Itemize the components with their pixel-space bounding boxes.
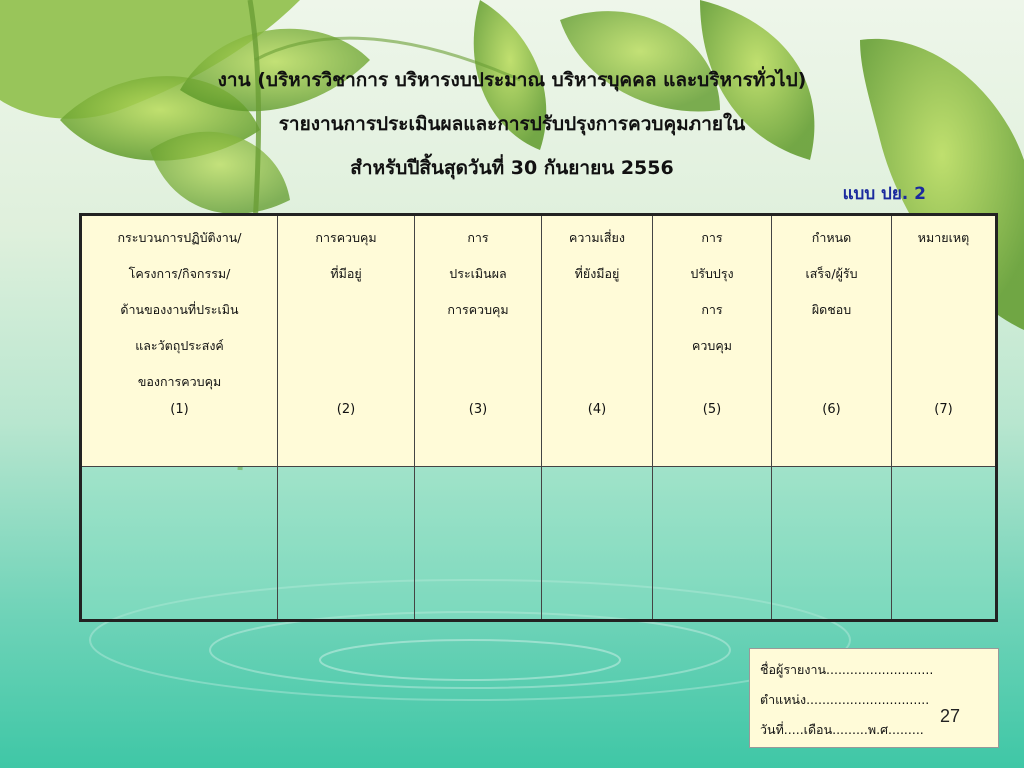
table-cell-7 bbox=[892, 467, 997, 621]
header-cell-6 bbox=[772, 215, 892, 467]
table-header-row bbox=[81, 215, 997, 467]
header-cell-1 bbox=[81, 215, 278, 467]
column-header-5: การ ปรับปรุง การ ควบคุม bbox=[690, 230, 734, 353]
title-line-3: สำหรับปีสิ้นสุดวันที่ 30 กันยายน 2556 bbox=[350, 157, 674, 179]
header-cell-5 bbox=[653, 215, 772, 467]
table-row bbox=[81, 467, 997, 621]
column-header-3: การ ประเมินผล การควบคุม bbox=[447, 230, 509, 317]
header-cell-2 bbox=[278, 215, 415, 467]
header-cell-4 bbox=[542, 215, 653, 467]
report-date-line: วันที่.....เดือน.........พ.ศ......... bbox=[760, 722, 924, 737]
title-line-1: งาน (บริหารวิชาการ บริหารงบประมาณ บริหารบุคคล และบริหารทั่วไป) bbox=[217, 69, 807, 91]
column-header-2: การควบคุม ที่มีอยู่ bbox=[315, 230, 377, 281]
signature-box bbox=[749, 648, 999, 748]
title-line-2: รายงานการประเมินผลและการปรับปรุงการควบคุมภายใน bbox=[278, 113, 746, 135]
column-number-1: (1) bbox=[170, 402, 189, 417]
column-number-2: (2) bbox=[336, 402, 356, 417]
reporter-position-line: ตำแหน่ง............................... bbox=[760, 692, 930, 707]
column-header-6: กำหนด เสร็จ/ผู้รับ ผิดชอบ bbox=[805, 230, 858, 317]
report-title bbox=[0, 58, 1024, 190]
header-cell-7 bbox=[892, 215, 997, 467]
page-number: 27 bbox=[940, 706, 961, 726]
reporter-name-line: ชื่อผู้รายงาน........................... bbox=[760, 662, 934, 677]
column-number-3: (3) bbox=[468, 402, 488, 417]
table-cell-6 bbox=[772, 467, 892, 621]
table-cell-5 bbox=[653, 467, 772, 621]
table-cell-4 bbox=[542, 467, 653, 621]
column-number-4: (4) bbox=[587, 402, 607, 417]
header-cell-3 bbox=[415, 215, 542, 467]
table-cell-2 bbox=[278, 467, 415, 621]
evaluation-table bbox=[79, 213, 998, 622]
column-header-7: หมายเหตุ bbox=[917, 230, 970, 245]
column-number-5: (5) bbox=[702, 402, 722, 417]
column-number-7: (7) bbox=[934, 402, 953, 417]
column-header-4: ความเสี่ยง ที่ยังมีอยู่ bbox=[569, 230, 625, 281]
column-header-1: กระบวนการปฏิบัติงาน/ โครงการ/กิจกรรม/ ด้านของงานที่ประเมิน และวัตถุประสงค์ ของการควบคุม bbox=[117, 230, 242, 389]
table-cell-3 bbox=[415, 467, 542, 621]
form-code: แบบ ปย. 2 bbox=[842, 184, 926, 204]
table-cell-1 bbox=[81, 467, 278, 621]
column-number-6: (6) bbox=[822, 402, 841, 417]
